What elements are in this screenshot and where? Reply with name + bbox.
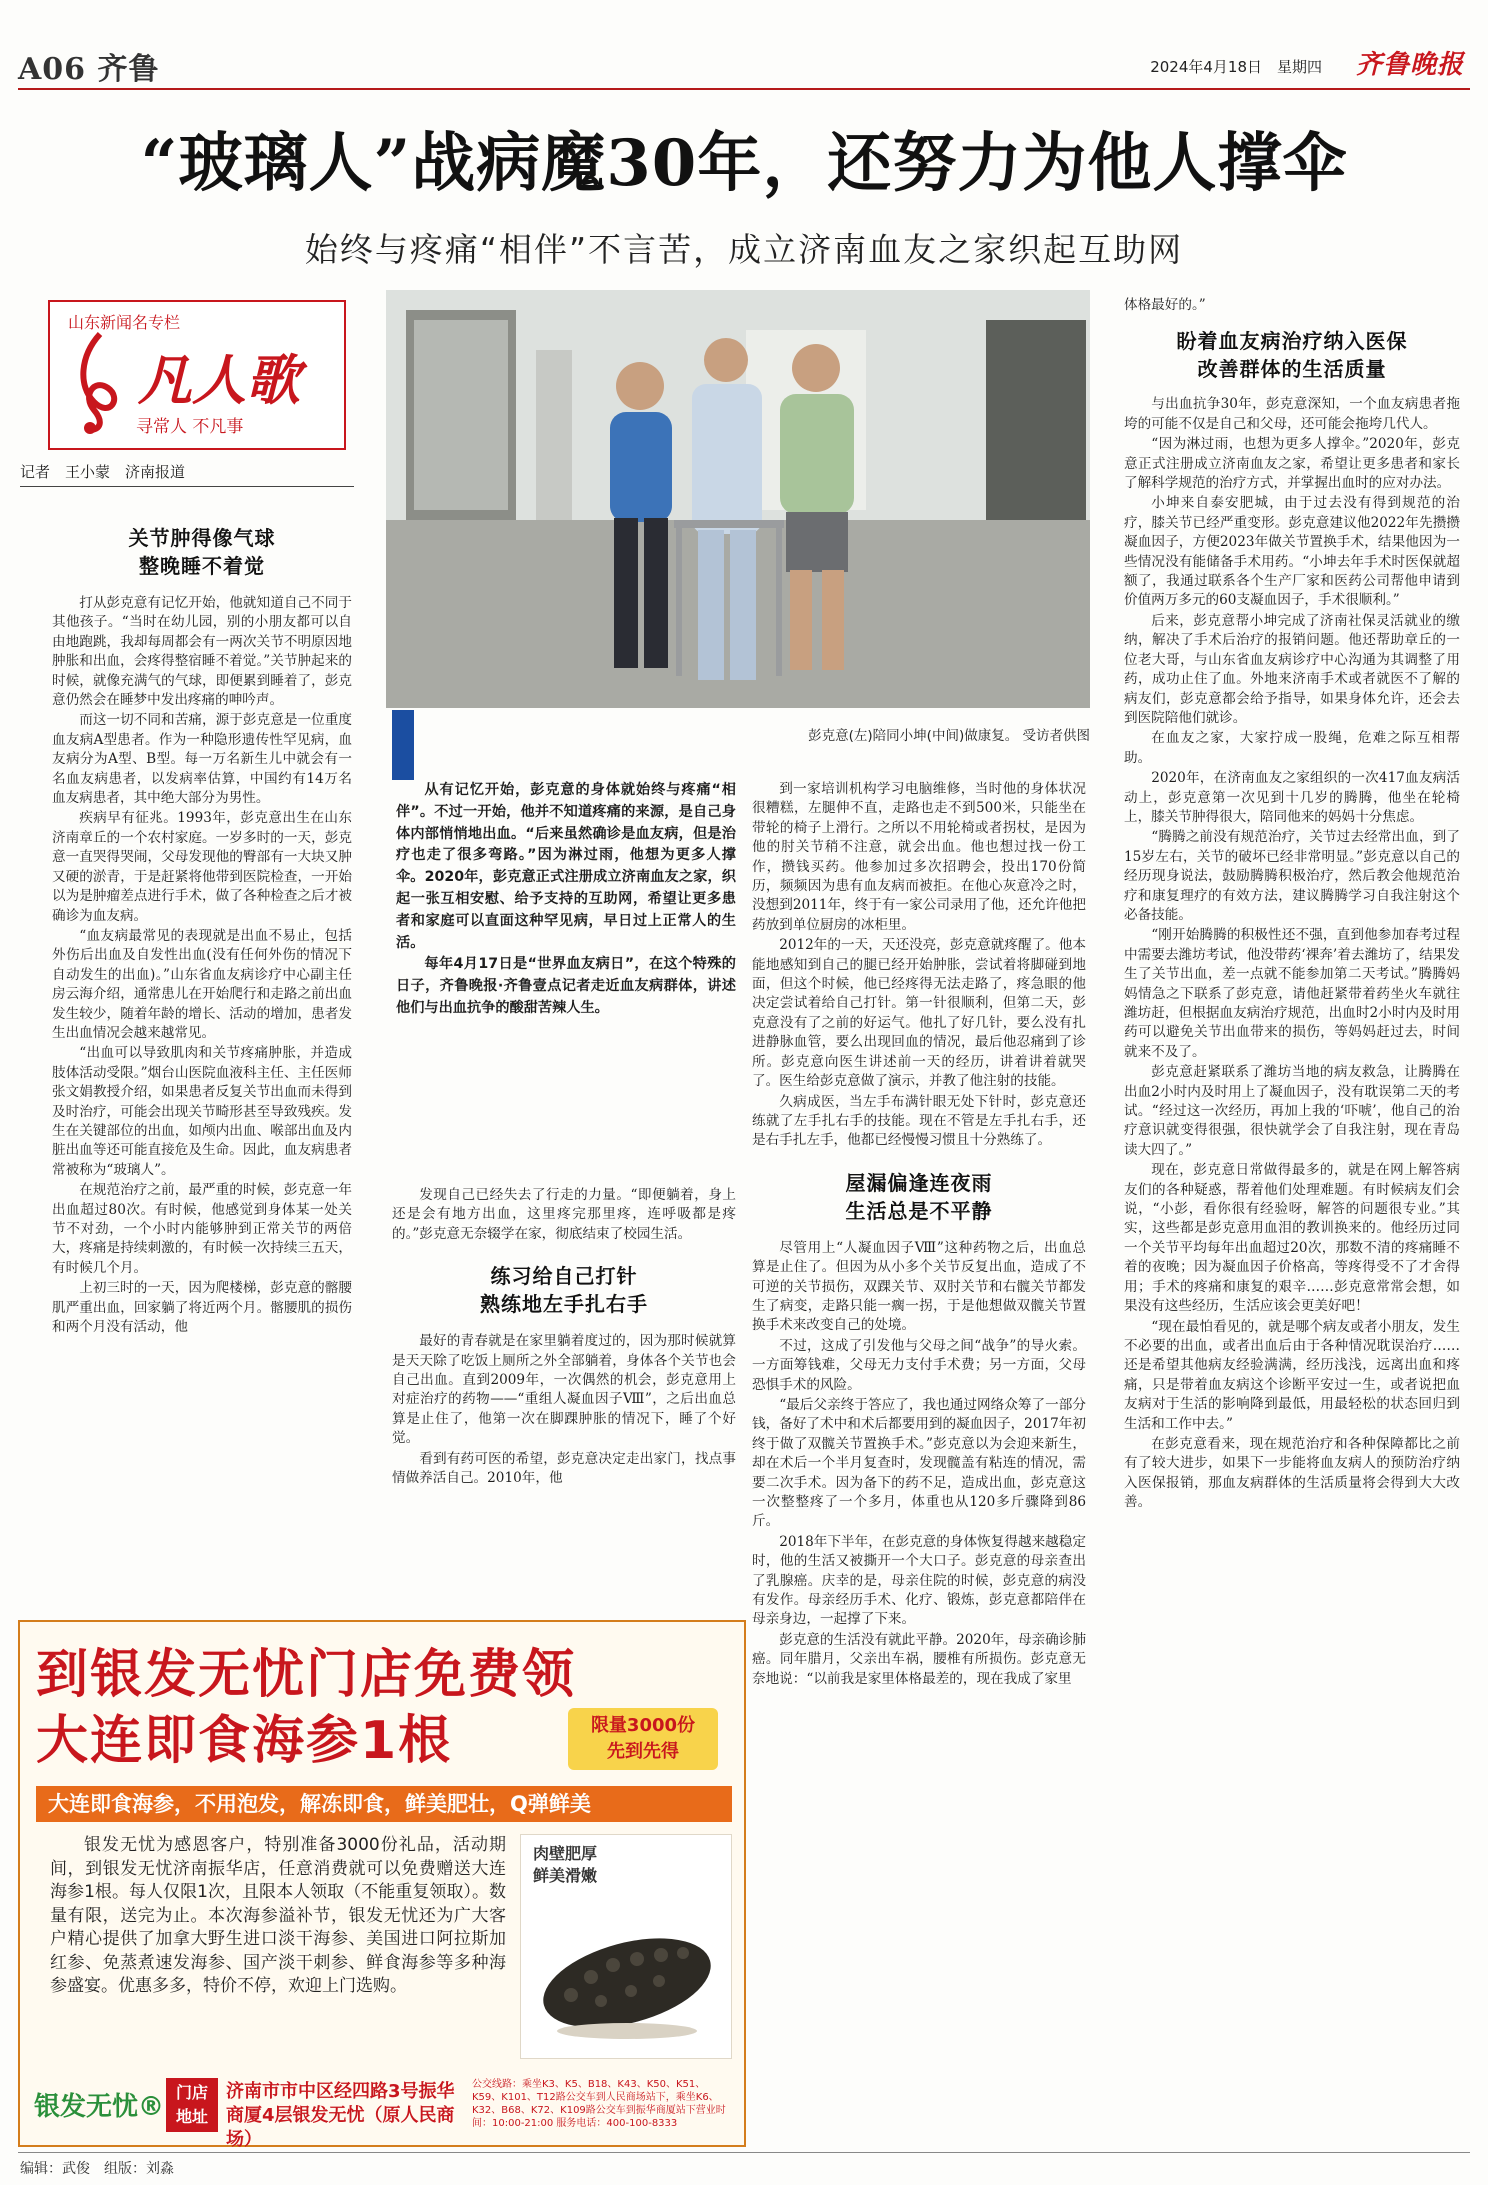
store-address-tag: 门店 地址 [166,2078,218,2132]
article-paragraph: 彭克意赶紧联系了潍坊当地的病友救急，让腾腾在出血2小时内及时用上了凝血因子，没有耽误第二天的考试。“经过这一次经历，再加上我的‘吓唬’，他自己的治疗意识就变得很强，很快就学会了自我注射，现在青岛读大四了。” [1124,1064,1460,1158]
ad-banner: 大连即食海参，不用泡发，解冻即食，鲜美肥壮，Q弹鲜美 [36,1786,732,1822]
intro-paragraph: 每年4月17日是“世界血友病日”，在这个特殊的日子，齐鲁晚报·齐鲁壹点记者走近血友病群体，讲述他们与出血抗争的酸甜苦辣人生。 [396,956,736,1016]
article-paragraph: “因为淋过雨，也想为更多人撑伞。”2020年，彭克意正式注册成立济南血友之家，希望让更多患者和家长了解科学规范的治疗方式，并掌握出血时的应对办法。 [1124,436,1460,492]
intro-lead [396,780,736,1020]
article-paragraph: “腾腾之前没有规范治疗，关节过去经常出血，到了15岁左右，关节的破坏已经非常明显。”彭克意以自己的经历现身说法，鼓励腾腾积极治疗，然后教会他规范治疗和康复理疗的有效方法，建议腾腾学习自我注射这个必备技能。 [1124,829,1460,923]
treble-clef-icon [60,326,130,436]
article-paragraph: 最好的青春就是在家里躺着度过的，因为那时候就算是天天除了吃饭上厕所之外全部躺着，身体各个关节也会自己出血。直到2009年，一次偶然的机会，彭克意用上对症治疗的药物——“重组人凝血因子Ⅷ”，之后出血总算是止住了，他第一次在脚踝肿胀的情况下，睡了个好觉。 [392,1333,736,1447]
editor-credit: 编辑：武俊 组版：刘淼 [20,2161,174,2177]
sea-cucumber-image [520,1834,732,2059]
ad-body-text: 银发无忧为感恩客户，特别准备3000份礼品，活动期间，到银发无忧济南振华店，任意消费就可以免费赠送大连海参1根。每人仅限1次，且限本人领取（不能重复领取）。数量有限，送完为止。本次海参溢补节，银发无忧还为广大客户精心提供了加拿大野生进口淡干海参、美国进口阿拉斯加红参、免蒸煮速发海参、国产淡干刺参、鲜食海参等多种海参盛宴。优惠多多，特价不停，欢迎上门选购。 [50,1835,506,1996]
article-paragraph: “现在最怕看见的，就是哪个病友或者小朋友，发生不必要的出血，或者出血后由于各种情况耽误治疗……还是希望其他病友经验满满，经历浅浅，远离出血和疼痛，只是带着血友病这个诊断平安过一生，或者说把血友病对于生活的影响降到最低，用最轻松的状态回归到生活和工作中去。” [1124,1318,1460,1432]
article-column-3 [752,780,1086,2150]
article-paragraph: 疾病早有征兆。1993年，彭克意出生在山东济南章丘的一个农村家庭。一岁多时的一天，彭克意一直哭得哭闹，父母发现他的臀部有一大块又肿又硬的淤青，于是赶紧将他带到医院检查，一开始以为是肿瘤差点进行手术，做了各种检查之后才被确诊为血友病。 [52,810,352,924]
article-paragraph: 看到有药可医的希望，彭克意决定走出家门，找点事情做养活自己。2010年，他 [392,1450,736,1487]
sea-cucumber-icon [531,1905,723,2045]
headline: “玻璃人”战病魔30年，还努力为他人撑伞 [140,126,1348,201]
article-column-4 [1124,296,1460,2150]
article-paragraph: 上初三时的一天，因为爬楼梯，彭克意的髂腰肌严重出血，回家躺了将近两个月。髂腰肌的损伤和两个月没有活动，他 [52,1280,352,1336]
article-paragraph: 尽管用上“人凝血因子Ⅷ”这种药物之后，出血总算是止住了。但因为从小多个关节反复出血，造成了不可逆的关节损伤，双踝关节、双肘关节和右髋关节都发生了病变，走路只能一瘸一拐，于是他想做双髋关节置换手术来改变自己的处境。 [752,1239,1086,1334]
article-paragraph: “最后父亲终于答应了，我也通过网络众筹了一部分钱，备好了术中和术后都要用到的凝血因子，2017年初终于做了双髋关节置换手术。”彭克意以为会迎来新生，却在术后一个半月复查时，发现髋盖有粘连的情况，需要二次手术。因为备下的药不足，造成出血，彭克意这一次整整疼了一个多月，体重也从120多斤骤降到86斤。 [752,1396,1086,1530]
section-heading: 关节肿得像气球 整晚睡不着觉 [128,526,276,578]
article-paragraph: 与出血抗争30年，彭克意深知，一个血友病患者拖垮的可能不仅是自己和父母，还可能会拖垮几代人。 [1124,396,1460,432]
article-column-2 [392,1186,736,1612]
article-column-1 [52,524,352,1612]
article-paragraph: 现在，彭克意日常做得最多的，就是在网上解答病友们的各种疑惑，帮着他们处理难题。有时候病友们会说，“小彭，看你很有经验呀，解答的问题很专业。”其实，这些都是彭克意用血泪的教训换来的。他经历过同一个关节平均每年出血超过20次，那数不清的疼痛睡不着的夜晚；因为凝血因子价格高，等疼得受不了才舍得用；手术的疼痛和康复的艰辛……彭克意常常会想，如果没有这些经历，生活应该会更美好吧！ [1124,1162,1460,1315]
article-paragraph: 2020年，在济南血友之家组织的一次417血友病活动上，彭克意第一次见到十几岁的腾腾，他坐在轮椅上，膝关节肿得很大，陪同他来的妈妈十分焦虑。 [1124,770,1460,825]
article-paragraph: 后来，彭克意帮小坤完成了济南社保灵活就业的缴纳，解决了手术后治疗的报销问题。他还帮助章丘的一位老大哥，与山东省血友病诊疗中心沟通为其调整了用药，成功止住了血。外地来济南手术或者就医不了解的病友们，彭克意都会给予指导，如果身体允许，还会去到医院陪他们就诊。 [1124,612,1460,726]
ad-limit-badge: 限量3000份 先到先得 [568,1708,718,1770]
newspaper-masthead: 齐鲁晚报 [1355,50,1464,80]
section-heading: 练习给自己打针 熟练地左手扎右手 [480,1264,648,1317]
article-paragraph: 在规范治疗之前，最严重的时候，彭克意一年出血超过80次。有时候，他感觉到身体某一处关节不对劲，一个小时内能够肿到正常关节的两倍大，疼痛是持续刺激的，有时候一次持续三五天，有时候几个月。 [52,1182,352,1276]
byline: 记者 王小蒙 济南报道 [20,461,354,487]
intro-accent-bar [392,710,414,780]
ad-title: 大连即食海参1根 [36,1711,453,1771]
column-logo-label: 山东新闻名专栏 [68,313,181,332]
article-paragraph: 彭克意的生活没有就此平静。2020年，母亲确诊肺癌。同年腊月，父亲出车祸，腰椎有所损伤。彭克意无奈地说：“以前我是家里体格最差的，现在我成了家里 [752,1631,1086,1687]
feature-photo [386,290,1090,708]
article-paragraph: 2018年下半年，在彭克意的身体恢复得越来越稳定时，他的生活又被撕开一个大口子。彭克意的母亲查出了乳腺癌。庆幸的是，母亲住院的时候，彭克意的病没有发作。母亲经历手术、化疗、锻炼，彭克意都陪伴在母亲身边，一起撑了下来。 [752,1533,1086,1628]
article-paragraph: 打从彭克意有记忆开始，他就知道自己不同于其他孩子。“当时在幼儿园，别的小朋友都可以自由地跑跳，我却每周都会有一两次关节不明原因地肿胀和出血，会疼得整宿睡不着觉。”关节肿起来的时候，就像充满气的气球，即便累到睡着了，彭克意仍然会在睡梦中发出疼痛的呻吟声。 [52,595,352,709]
ad-footer [28,2074,738,2150]
photo-caption: 彭克意(左)陪同小坤(中间)做康复。 受访者供图 [808,728,1090,744]
article-paragraph: 而这一切不同和苦痛，源于彭克意是一位重度血友病A型患者。作为一种隐形遗传性罕见病，血友病分为A型、B型。每一万名新生儿中就会有一名血友病患者，以发病率估算，中国约有14万名血友病患者，其中绝大部分为男性。 [52,712,352,807]
article-paragraph: “血友病最常见的表现就是出血不易止，包括外伤后出血及自发性出血(没有任何外伤的情况下自动发生的出血)。”山东省血友病诊疗中心副主任房云海介绍，通常患儿在开始爬行和走路之前出血发生较少，随着年龄的增长、活动的增加，患者发生出血情况会越来越常见。 [52,927,352,1041]
ad-title: 到银发无忧门店免费领 [36,1645,577,1705]
page-header [18,34,1470,90]
intro-paragraph: 从有记忆开始，彭克意的身体就始终与疼痛“相伴”。不过一开始，他并不知道疼痛的来源，是自己身体内部悄悄地出血。“后来虽然确诊是血友病，但是治疗也走了很多弯路。”因为淋过雨，他想为更多人撑伞。2020年，彭克意正式注册成立济南血友之家，织起一张互相安慰、给予支持的互助网，希望让更多患者和家庭可以直面这种罕见病，早日过上正常人的生活。 [396,782,736,951]
column-logo [48,300,346,450]
article-paragraph: 在血友之家，大家拧成一股绳，危难之际互相帮助。 [1124,730,1460,766]
article-paragraph: 2012年的一天，天还没亮，彭克意就疼醒了。他本能地感知到自己的腿已经开始肿胀，尝试着将脚碰到地面，但这个时候，他已经疼得无法走路了，疼急眼的他决定尝试着给自己打针。第一针很顺利，但第二天，彭克意没有了之前的好运气。他扎了好几针，要么没有扎进静脉血管，要么出现回血的情况，最后他忍痛到了诊所。彭克意向医生讲述前一天的经历，讲着讲着就哭了。医生给彭克意做了演示，并教了他注射的技能。 [752,937,1086,1090]
article-paragraph: 发现自己已经失去了行走的力量。“即便躺着，身上还是会有地方出血，这里疼完那里疼，连呼吸都是疼的。”彭克意无奈辍学在家，彻底结束了校园生活。 [392,1187,736,1242]
article-paragraph: 到一家培训机构学习电脑维修，当时他的身体状况很糟糕，左腿伸不直，走路也走不到500米，只能坐在带轮的椅子上滑行。之所以不用轮椅或者拐杖，是因为他的肘关节稍不注意，就会出血。他也想过找一份工作，攒钱买药。他参加过多次招聘会，投出170份简历，频频因为患有血友病而被拒。在他心灰意冷之时，没想到2011年，终于有一家公司录用了他，还允许他把药放到单位厨房的冰柜里。 [752,781,1086,933]
store-address: 济南市市中区经四路3号振华 商厦4层银发无忧（原人民商场） [226,2081,455,2150]
issue-date: 2024年4月18日 星期四 [1150,58,1322,76]
footer-divider [18,2152,1470,2153]
article-paragraph: 不过，这成了引发他与父母之间“战争”的导火索。一方面筹钱难，父母无力支付手术费；另一方面，父母恐惧手术的风险。 [752,1337,1086,1393]
column-logo-slogan: 寻常人 不凡事 [136,417,244,437]
ad-brand-logo: 银发无忧® [34,2092,165,2122]
ad-image-label: 肉壁肥厚 鲜美滑嫩 [533,1844,598,1885]
column-logo-title: 凡人歌 [138,348,300,412]
section-heading: 盼着血友病治疗纳入医保 改善群体的生活质量 [1176,329,1408,382]
section-heading: 屋漏偏逢连夜雨 生活总是不平静 [845,1170,993,1223]
article-paragraph: “出血可以导致肌肉和关节疼痛肿胀，并造成肢体活动受限。”烟台山医院血液科主任、主任医师张文娟教授介绍，如果患者反复关节出血而未得到及时治疗，可能会出现关节畸形甚至导致残疾。发生在关键部位的出血，如颅内出血、喉部出血及内脏出血等还可能直接危及生命。因此，血友病患者常被称为“玻璃人”。 [52,1045,352,1178]
article-paragraph: 小坤来自泰安肥城，由于过去没有得到规范的治疗，膝关节已经严重变形。彭克意建议他2022年先攒攒凝血因子，方便2023年做关节置换手术，结果他因为一些情况没有能储备手术用药。“小坤去年手术时医保就超额了，我通过联系各个生产厂家和医药公司帮他申请到价值两万多元的60支凝血因子，手术很顺利。” [1124,495,1460,609]
article-paragraph: 体格最好的。” [1124,297,1206,313]
article-paragraph: “刚开始腾腾的积极性还不强，直到他参加春考过程中需要去潍坊考试，他没带药‘裸奔’着去潍坊了，结果发生了关节出血，差一点就不能参加第二天考试。”腾腾妈妈情急之下联系了彭克意，请他赶紧带着药坐火车就往潍坊赶，但根据血友病治疗规范，出血时2小时内及时用药可以避免关节出血带来的损伤，等妈妈赶过去，时间就来不及了。 [1124,927,1460,1060]
article-paragraph: 在彭克意看来，现在规范治疗和各种保障都比之前有了较大进步，如果下一步能将血友病人的预防治疗纳入医保报销，那血友病群体的生活质量将会得到大大改善。 [1124,1435,1460,1511]
subheadline: 始终与疼痛“相伴”不言苦，成立济南血友之家织起互助网 [304,230,1184,269]
bus-info: 公交线路：乘坐K3、K5、B18、K43、K50、K51、K59、K101、T12路公交车到人民商场站下，乘坐K6、K32、B68、K72、K109路公交车到振华商厦站下营业时间：10:00-21:00 服务电话：400-100-8333 [472,2079,726,2129]
page-number: A06 齐鲁 [18,52,160,87]
advertisement [18,1620,746,2150]
article-paragraph: 久病成医，当左手布满针眼无处下针时，彭克意还练就了左手扎右手的技能。现在不管是左手扎右手，还是右手扎左手，他都已经慢慢习惯且十分熟练了。 [752,1093,1086,1149]
